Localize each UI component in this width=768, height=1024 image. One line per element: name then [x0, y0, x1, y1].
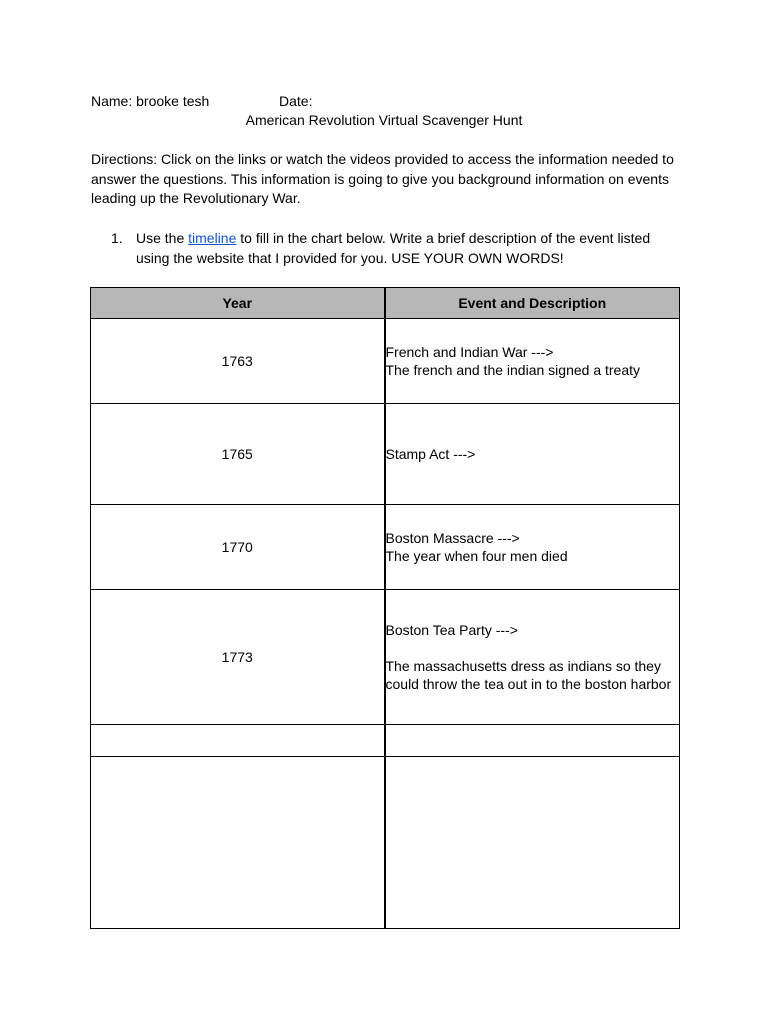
event-cell [385, 725, 680, 757]
event-title: Boston Massacre ---> [385, 530, 520, 546]
year-cell [91, 725, 385, 757]
event-description: The massachusetts dress as indians so they could throw the tea out in to the boston harbor [385, 658, 672, 692]
event-spacer [386, 639, 680, 657]
year-cell [91, 757, 385, 929]
event-title: Boston Tea Party ---> [385, 622, 518, 638]
question-text [136, 229, 681, 268]
table-row [91, 725, 680, 757]
document-title: American Revolution Virtual Scavenger Hunt [245, 112, 523, 128]
question-text-end: to fill in the chart below. Write a brief description of the event listed using the website that I provided for you. USE YOUR OWN WORDS! [136, 230, 651, 266]
year-cell: 1770 [91, 505, 385, 590]
question-text-start: Use the [136, 230, 189, 246]
events-table [90, 287, 680, 929]
table-row [91, 590, 680, 725]
year-cell: 1763 [91, 319, 385, 404]
year-cell: 1773 [91, 590, 385, 725]
question-number: 1. [111, 230, 123, 246]
timeline-link[interactable]: timeline [188, 230, 237, 246]
name-label: Name: brooke tesh [91, 93, 210, 109]
table-row [91, 404, 680, 505]
table-row [91, 505, 680, 590]
year-cell: 1765 [91, 404, 385, 505]
event-title: Stamp Act ---> [385, 446, 476, 462]
event-title: French and Indian War ---> [385, 344, 554, 360]
event-cell [385, 505, 680, 590]
date-label: Date: [279, 93, 313, 109]
event-description: The french and the indian signed a treaty [385, 362, 641, 378]
event-cell [385, 319, 680, 404]
event-column-header: Event and Description [385, 288, 680, 319]
directions-paragraph: Directions: Click on the links or watch the videos provided to access the information needed to answer the questions. This information is going to give you background information on events leading up the Revolutionary War. [91, 151, 674, 206]
name-line [91, 92, 313, 110]
event-cell [385, 590, 680, 725]
event-cell [385, 757, 680, 929]
table-row [91, 757, 680, 929]
table-row [91, 319, 680, 404]
event-cell [385, 404, 680, 505]
event-description: The year when four men died [385, 548, 568, 564]
table-header-row [91, 288, 680, 319]
year-column-header: Year [91, 288, 385, 319]
